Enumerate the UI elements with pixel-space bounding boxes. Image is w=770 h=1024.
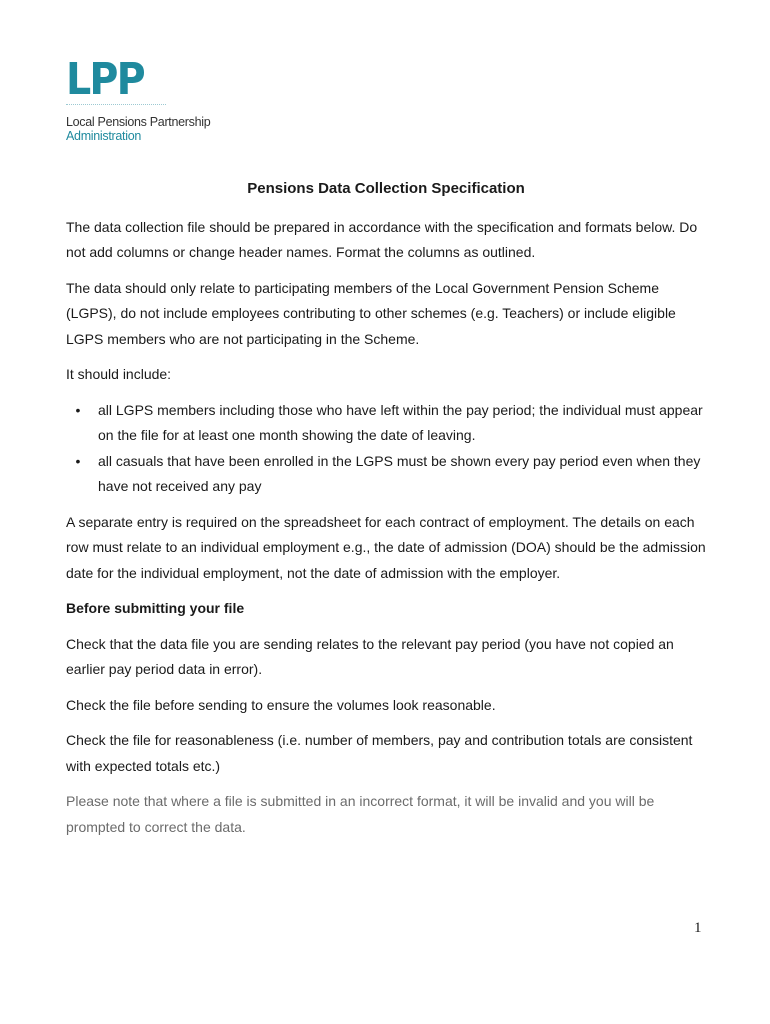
check-paragraph-2: Check the file before sending to ensure the volumes look reasonable.	[66, 696, 496, 713]
before-submitting-heading: Before submitting your file	[66, 600, 245, 616]
invalid-format-note: Please note that where a file is submitted in an incorrect format, it will be invalid and you will be prompted to correct the data.	[66, 793, 655, 835]
document-title: Pensions Data Collection Specification	[247, 180, 525, 197]
list-item	[66, 398, 706, 449]
page-number: 1	[694, 920, 702, 936]
logo-mark: LPP	[66, 54, 144, 105]
check-paragraph-1: Check that the data file you are sending relates to the relevant pay period (you have not copied an earlier pay period data in error).	[66, 635, 674, 677]
logo-org-subtitle: Administration	[66, 129, 141, 143]
include-bullet-list	[66, 398, 706, 500]
include-lead-text: It should include:	[66, 366, 172, 382]
bullet-text: all casuals that have been enrolled in the LGPS must be shown every pay period even when they have not received any pay	[98, 452, 701, 494]
bullet-icon: •	[75, 401, 81, 418]
intro-paragraph-1: The data collection file should be prepared in accordance with the specification and formats below. Do not add columns or change header names. Format the columns as outlined.	[66, 218, 698, 260]
document-body	[66, 176, 706, 840]
separate-entry-paragraph: A separate entry is required on the spreadsheet for each contract of employment. The details on each row must relate to an individual employment e.g., the date of admission (DOA) should be the admission date for the individual employment, not the date of admission with the employer.	[66, 513, 706, 581]
bullet-icon: •	[75, 452, 81, 469]
check-paragraph-3: Check the file for reasonableness (i.e. number of members, pay and contribution totals are consistent with expected totals etc.)	[66, 732, 693, 774]
logo-org-name: Local Pensions Partnership	[66, 115, 211, 129]
list-item	[66, 449, 706, 500]
lpp-logo	[66, 54, 211, 143]
bullet-text: all LGPS members including those who have left within the pay period; the individual must appear on the file for at least one month showing the date of leaving.	[98, 401, 703, 443]
intro-paragraph-2: The data should only relate to participating members of the Local Government Pension Scheme (LGPS), do not include employees contributing to other schemes (e.g. Teachers) or include eligible LGPS members who are not participating in the Scheme.	[66, 279, 676, 347]
